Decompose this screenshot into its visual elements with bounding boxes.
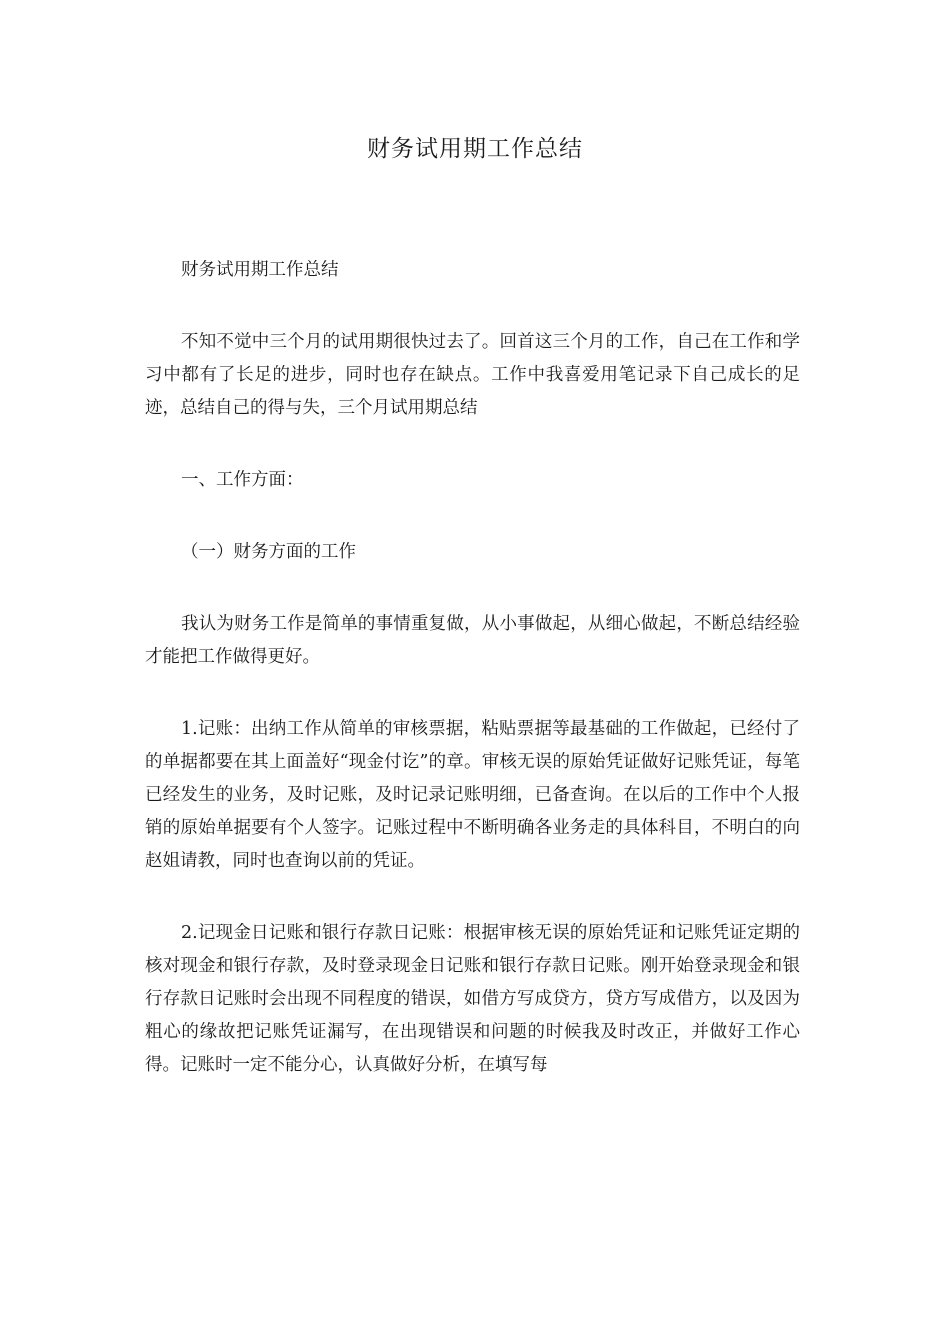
paragraph-journal: 2.记现金日记账和银行存款日记账：根据审核无误的原始凭证和记账凭证定期的核对现金和银行存款，及时登录现金日记账和银行存款日记账。刚开始登录现金和银行存款日记账时会出现不同程度的错误，如借方写成贷方，贷方写成借方，以及因为粗心的缘故把记账凭证漏写，在出现错误和问题的时候我及时改正，并做好工作心得。记账时一定不能分心，认真做好分析，在填写每 (145, 923, 800, 1075)
section-heading-work: 一、工作方面： (181, 470, 304, 490)
paragraph-bookkeeping: 1.记账：出纳工作从简单的审核票据，粘贴票据等最基础的工作做起，已经付了的单据都要在其上面盖好“现金付讫”的章。审核无误的原始凭证做好记账凭证，每笔已经发生的业务，及时记账，及时记录记账明细，已备查询。在以后的工作中个人报销的原始单据要有个人签字。记账过程中不断明确各业务走的具体科目，不明白的向赵姐请教，同时也查询以前的凭证。 (145, 719, 800, 871)
paragraph-intro: 不知不觉中三个月的试用期很快过去了。回首这三个月的工作，自己在工作和学习中都有了长足的进步，同时也存在缺点。工作中我喜爱用笔记录下自己成长的足迹，总结自己的得与失，三个月试用期总结 (145, 332, 800, 418)
document-body (145, 254, 800, 1082)
document-title: 财务试用期工作总结 (367, 136, 583, 162)
paragraph-subtitle: 财务试用期工作总结 (181, 260, 339, 280)
paragraph-finance-view: 我认为财务工作是简单的事情重复做，从小事做起，从细心做起，不断总结经验才能把工作做得更好。 (145, 614, 800, 667)
subsection-heading-finance: （一）财务方面的工作 (181, 542, 356, 562)
